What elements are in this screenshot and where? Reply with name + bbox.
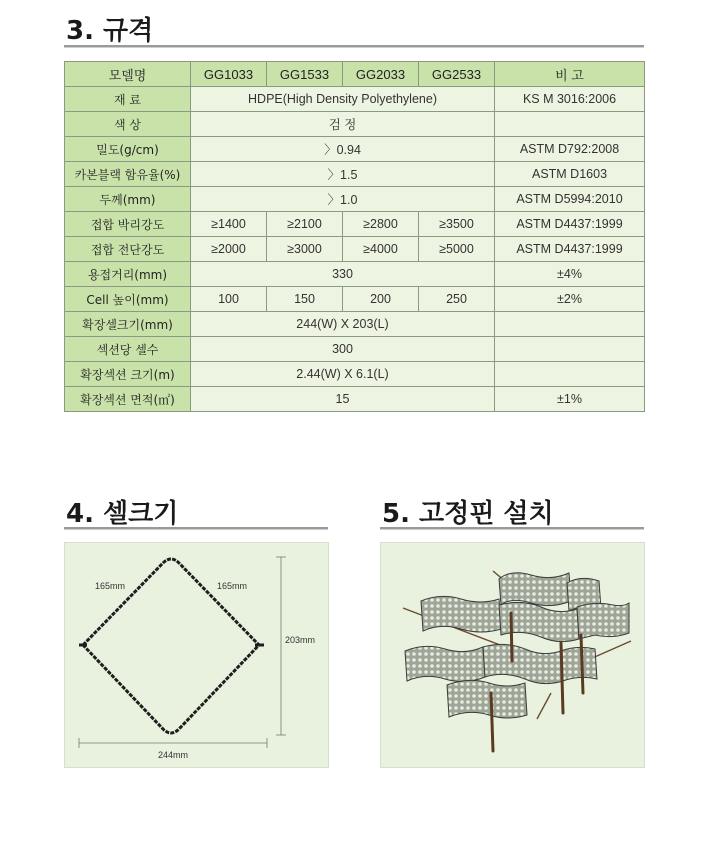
pin-install-title-rule (380, 527, 644, 530)
table-row (65, 237, 645, 262)
row-note: ±1% (495, 387, 645, 412)
table-row (65, 162, 645, 187)
header-remarks: 비 고 (495, 62, 645, 87)
row-value: ≥2100 (267, 212, 343, 237)
pin-install-section-title: 5. 고정핀 설치 (382, 499, 554, 529)
row-value: ≥2800 (343, 212, 419, 237)
row-value: 244(W) X 203(L) (191, 312, 495, 337)
table-row (65, 362, 645, 387)
table-row (65, 112, 645, 137)
table-row (65, 212, 645, 237)
row-value: 300 (191, 337, 495, 362)
row-label: 접합 박리강도 (65, 212, 191, 237)
left-edge-label: 165mm (95, 581, 126, 591)
header-model-gg2033: GG2033 (343, 62, 419, 87)
row-value: ≥2000 (191, 237, 267, 262)
row-note: ASTM D4437:1999 (495, 237, 645, 262)
header-model-name: 모델명 (65, 62, 191, 87)
table-row (65, 287, 645, 312)
pin-install-illustration (380, 542, 645, 768)
row-value: 2.44(W) X 6.1(L) (191, 362, 495, 387)
table-row (65, 87, 645, 112)
cell-size-title-rule (64, 527, 328, 530)
row-label: Cell 높이(mm) (65, 287, 191, 312)
row-note: ±2% (495, 287, 645, 312)
row-note: ASTM D792:2008 (495, 137, 645, 162)
row-value: 〉1.0 (191, 187, 495, 212)
row-label: 재 료 (65, 87, 191, 112)
row-value: ≥1400 (191, 212, 267, 237)
row-value: ≥3500 (419, 212, 495, 237)
spec-title-rule (64, 45, 644, 48)
row-value: 〉0.94 (191, 137, 495, 162)
row-label: 용접거리(mm) (65, 262, 191, 287)
row-label: 확장셀크기(mm) (65, 312, 191, 337)
row-label: 카본블랙 함유율(%) (65, 162, 191, 187)
header-model-gg2533: GG2533 (419, 62, 495, 87)
row-note (495, 112, 645, 137)
row-label: 밀도(g/cm) (65, 137, 191, 162)
row-label: 두께(mm) (65, 187, 191, 212)
table-row (65, 137, 645, 162)
height-label: 203mm (285, 635, 316, 645)
table-row (65, 337, 645, 362)
row-note: ASTM D4437:1999 (495, 212, 645, 237)
table-row (65, 387, 645, 412)
row-value: 15 (191, 387, 495, 412)
cell-diagram-svg (65, 543, 328, 767)
header-model-gg1533: GG1533 (267, 62, 343, 87)
row-note (495, 337, 645, 362)
row-label: 확장섹션 면적(㎡) (65, 387, 191, 412)
header-model-gg1033: GG1033 (191, 62, 267, 87)
row-label: 접합 전단강도 (65, 237, 191, 262)
row-value: 330 (191, 262, 495, 287)
row-note: ASTM D1603 (495, 162, 645, 187)
row-value: 200 (343, 287, 419, 312)
geocell-illustration-svg (381, 543, 644, 767)
row-value: 〉1.5 (191, 162, 495, 187)
row-value: 150 (267, 287, 343, 312)
row-value: HDPE(High Density Polyethylene) (191, 87, 495, 112)
row-note: KS M 3016:2006 (495, 87, 645, 112)
geocell-panels (405, 573, 629, 718)
row-label: 섹션당 셀수 (65, 337, 191, 362)
table-header-row (65, 62, 645, 87)
row-label: 색 상 (65, 112, 191, 137)
row-value: ≥4000 (343, 237, 419, 262)
table-row (65, 262, 645, 287)
row-note: ±4% (495, 262, 645, 287)
table-row (65, 187, 645, 212)
row-value: ≥5000 (419, 237, 495, 262)
cell-size-diagram (64, 542, 329, 768)
table-row (65, 312, 645, 337)
right-edge-label: 165mm (217, 581, 248, 591)
spec-section-title: 3. 규격 (66, 16, 154, 46)
row-note: ASTM D5994:2010 (495, 187, 645, 212)
row-value: 검 정 (191, 112, 495, 137)
cell-size-section-title: 4. 셀크기 (66, 499, 179, 529)
row-value: 250 (419, 287, 495, 312)
row-value: 100 (191, 287, 267, 312)
row-note (495, 312, 645, 337)
width-label: 244mm (158, 750, 189, 760)
row-note (495, 362, 645, 387)
row-value: ≥3000 (267, 237, 343, 262)
row-label: 확장섹션 크기(m) (65, 362, 191, 387)
spec-table (64, 61, 645, 412)
